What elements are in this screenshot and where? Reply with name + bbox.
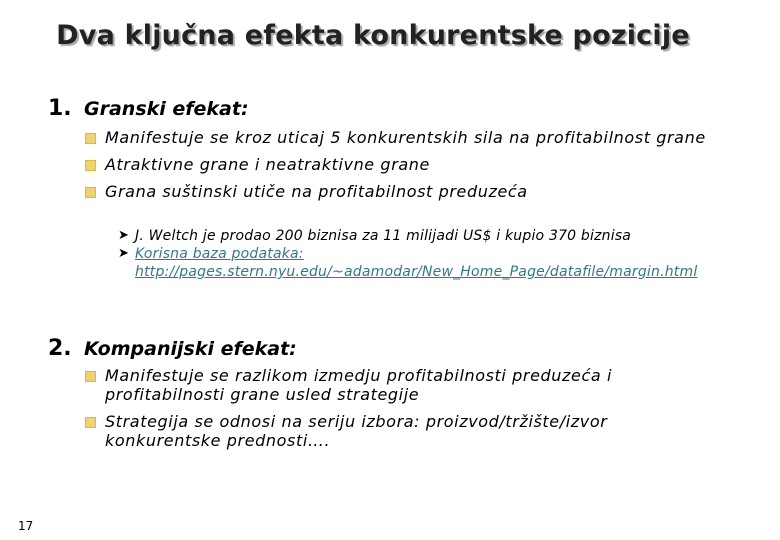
section-2-title: Kompanijski efekat: <box>84 338 297 360</box>
list-item <box>83 182 723 201</box>
bullet-text: Atraktivne grane i neatraktivne grane <box>105 155 430 174</box>
square-bullet-icon <box>85 187 96 198</box>
arrow-bullet-icon: ➤ <box>118 228 130 243</box>
subbullet-text: J. Weltch je prodao 200 biznisa za 11 milijadi US$ i kupio 370 biznisa <box>135 228 632 244</box>
slide-title-text: Dva ključna efekta konkurentske pozicije <box>56 20 690 51</box>
square-bullet-icon <box>85 133 96 144</box>
list-item <box>83 412 723 450</box>
list-item <box>118 245 738 281</box>
square-bullet-icon <box>85 417 96 428</box>
section-1-title: Granski efekat: <box>84 98 249 120</box>
section-2-heading <box>48 336 297 361</box>
arrow-bullet-icon: ➤ <box>118 246 130 261</box>
list-item <box>83 155 723 174</box>
bullet-text: Manifestuje se kroz uticaj 5 konkurentskih sila na profitabilnost grane <box>105 128 706 147</box>
database-link-url[interactable]: http://pages.stern.nyu.edu/~adamodar/New_Home_Page/datafile/margin.html <box>135 264 698 280</box>
section-1-heading <box>48 96 249 121</box>
section-1-number: 1. <box>48 96 72 121</box>
slide-title <box>0 20 746 51</box>
section-2-bullets <box>83 366 723 458</box>
database-link-label[interactable]: Korisna baza podataka: <box>135 246 304 262</box>
bullet-text: Manifestuje se razlikom izmedju profitabilnosti preduzeća i profitabilnosti grane usled strategije <box>105 366 613 404</box>
section-1-subbullets <box>118 227 738 281</box>
section-1-bullets <box>83 128 723 209</box>
bullet-text: Strategija se odnosi na seriju izbora: proizvod/tržište/izvor konkurentske prednosti…. <box>105 412 608 450</box>
list-item <box>83 366 723 404</box>
list-item <box>118 227 738 245</box>
section-2-number: 2. <box>48 336 72 361</box>
page-number: 17 <box>18 519 34 533</box>
square-bullet-icon <box>85 160 96 171</box>
list-item <box>83 128 723 147</box>
bullet-text: Grana suštinski utiče na profitabilnost preduzeća <box>105 182 528 201</box>
square-bullet-icon <box>85 371 96 382</box>
